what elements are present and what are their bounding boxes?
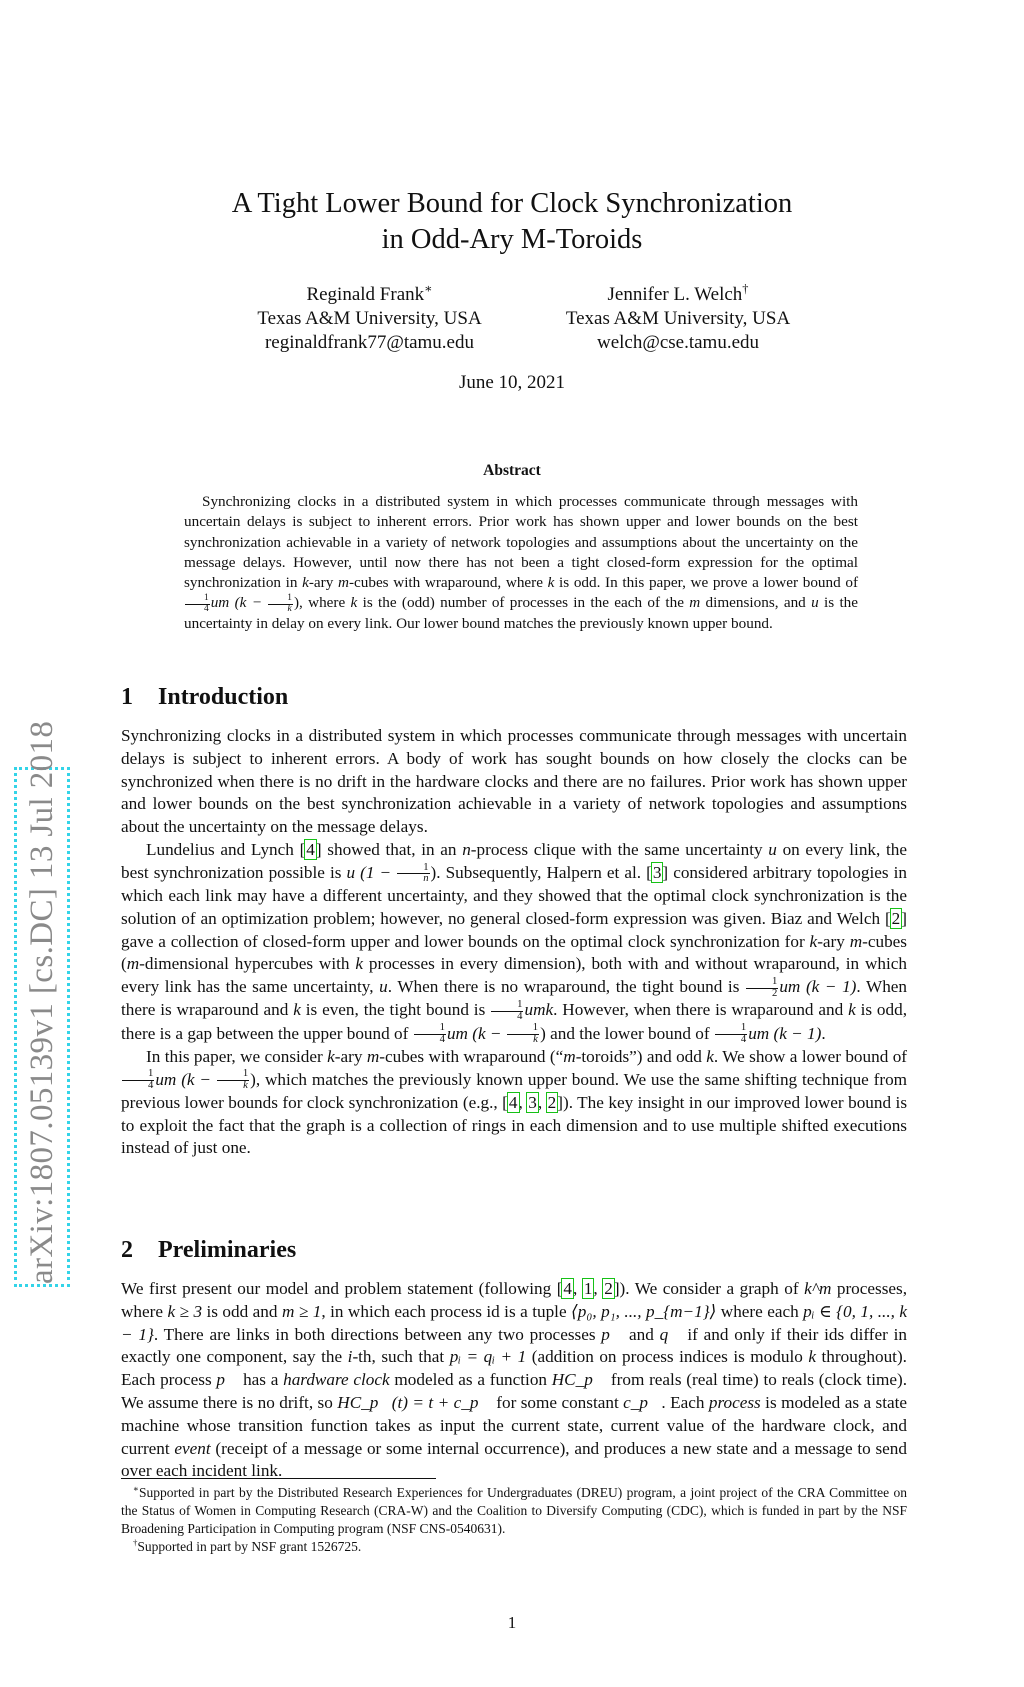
prelim-paragraph-1: We first present our model and problem statement (following [4, 1, 2]). We consider a graph of k^m processes, where k ≥ 3 is odd and m ≥ 1, in which each process id is a tuple ⟨p₀, p₁, ..., p_{m−1}⟩ where each pᵢ ∈ {0, 1, ..., k − 1}. There are links in both directions between any two processes p⃗ and q⃗ if and only if their ids differ in exactly one component, say the i-th, such that pᵢ = qᵢ + 1 (addition on process indices is modulo k throughout). Each process p⃗ has a hardware clock modeled as a function HC_p⃗ from reals (real time) to reals (clock time). We assume there is no drift, so HC_p⃗(t) = t + c_p⃗ for some constant c_p⃗. Each process is modeled as a state machine whose transition function takes as input the current state, current value of the hardware clock, and current event (receipt of a message or some internal occurrence), and produces a new state and a message to send over each incident link.: [121, 1279, 908, 1481]
footnote-1: ∗Supported in part by the Distributed Research Experiences for Undergraduates (DREU) program, a joint project of the CRA Committee on the Status of Women in Computing Research (CRA-W) and the Coalition to Diversify Computing (CDC), which is funded in part by the NSF Broadening Participation in Computing program (NSF CNS-0540631).: [121, 1483, 907, 1536]
page-number: 1: [507, 1613, 517, 1632]
preliminaries-body: [121, 1278, 907, 1483]
footnotes: [121, 1484, 907, 1556]
footnote-divider: [121, 1478, 436, 1479]
paper-title: [0, 186, 1024, 258]
section-heading-introduction: 1 Introduction: [121, 684, 289, 710]
citation-link[interactable]: 3: [528, 1092, 537, 1112]
author-name: Jennifer L. Welch†: [607, 281, 749, 305]
arxiv-stamp[interactable]: arXiv:1807.05139v1 [cs.DC] 13 Jul 2018: [14, 767, 70, 1287]
author-affiliation: Texas A&M University, USA: [565, 308, 791, 329]
abstract-paragraph: Synchronizing clocks in a distributed system in which processes communicate through messages with uncertain delays is subject to inherent errors. Prior work has shown upper and lower bounds on the best synchronization achievable in a variety of network topologies and assumptions about the uncertainty on the message delays. However, until now there has not been a tight closed-form expression for the optimal synchronization in k-ary m-cubes with wraparound, where k is odd. In this paper, we prove a lower bound of $\frac{1}{4}$ um (k − $\frac{1}{k}$ ), where k is the (odd) number of processes in the each of the m dimensions, and u is the uncertainty in delay on every link. Our lower bound matches the previously known upper bound.: [184, 493, 858, 632]
citation-link[interactable]: 4: [508, 1092, 518, 1112]
citation-link[interactable]: 2: [547, 1092, 557, 1112]
introduction-body: [121, 725, 907, 1160]
title-line-2: in Odd-Ary M-Toroids: [381, 224, 643, 255]
author-block-1: [232, 283, 507, 355]
intro-paragraph-2: Lundelius and Lynch [4] showed that, in an n-process clique with the same uncertainty u on every link, the best synchronization possible is u (1 − $\frac{1}{n}$ ). Subsequently, Halpern et al. [3] considered arbitrary topologies in which each link may have a different uncertainty, and they showed that the optimal clock synchronization is the solution of an optimization problem; however, no general closed-form expression was given. Biaz and Welch [2] gave a collection of closed-form upper and lower bounds on the optimal clock synchronization for k-ary m-cubes (m-dimensional hypercubes with k processes in every dimension), both with and without wraparound, in which every link has the same uncertainty, u. When there is no wraparound, the tight bound is $\frac{1}{2}$ um (k − 1). When there is wraparound and k is even, the tight bound is $\frac{1}{4}$ umk. However, when there is wraparound and k is odd, there is a gap between the upper bound of $\frac{1}{4}$ um (k − $\frac{1}{k}$ ) and the lower bound of $\frac{1}{4}$ um (k − 1).: [121, 839, 908, 1046]
intro-paragraph-3: In this paper, we consider k-ary m-cubes with wraparound (“m-toroids”) and odd k. We show a lower bound of $\frac{1}{4}$ um (k − $\frac{1}{k}$ ), which matches the previously known upper bound. We use the same shifting technique from previous lower bounds for clock synchronization (e.g., [4, 3, 2]). The key insight in our improved lower bound is to exploit the fact that the graph is a collection of rings in each dimension and to use multiple shifted executions instead of just one.: [121, 1046, 908, 1158]
citation-link[interactable]: 1: [583, 1279, 593, 1298]
citation-link[interactable]: 2: [891, 908, 901, 928]
author-email[interactable]: welch@cse.tamu.edu: [596, 332, 760, 353]
author-name: Reginald Frank∗: [306, 281, 433, 305]
citation-link[interactable]: 4: [306, 839, 315, 859]
citation-link[interactable]: 2: [604, 1279, 613, 1298]
footnote-2: †Supported in part by NSF grant 1526725.: [133, 1537, 362, 1554]
author-block-2: [538, 283, 818, 355]
section-heading-preliminaries: 2 Preliminaries: [121, 1237, 297, 1263]
citation-link[interactable]: 4: [563, 1279, 573, 1298]
paper-date: June 10, 2021: [458, 372, 566, 393]
intro-paragraph-1: Synchronizing clocks in a distributed system in which processes communicate through messages with uncertain delays is subject to inherent errors. A body of work has sought bounds on how closely the clocks can be synchronized when there is no drift in the hardware clocks and there are no failures. Prior work has shown upper and lower bounds on the best synchronization achievable in a variety of network topologies and assumptions about the uncertainty on the message delays.: [121, 726, 907, 837]
citation-link[interactable]: 3: [652, 862, 662, 882]
author-affiliation: Texas A&M University, USA: [257, 308, 482, 329]
abstract-heading: Abstract: [483, 462, 541, 479]
author-email[interactable]: reginaldfrank77@tamu.edu: [264, 332, 474, 353]
title-line-1: A Tight Lower Bound for Clock Synchronization: [231, 188, 793, 219]
abstract-body: [184, 492, 858, 634]
